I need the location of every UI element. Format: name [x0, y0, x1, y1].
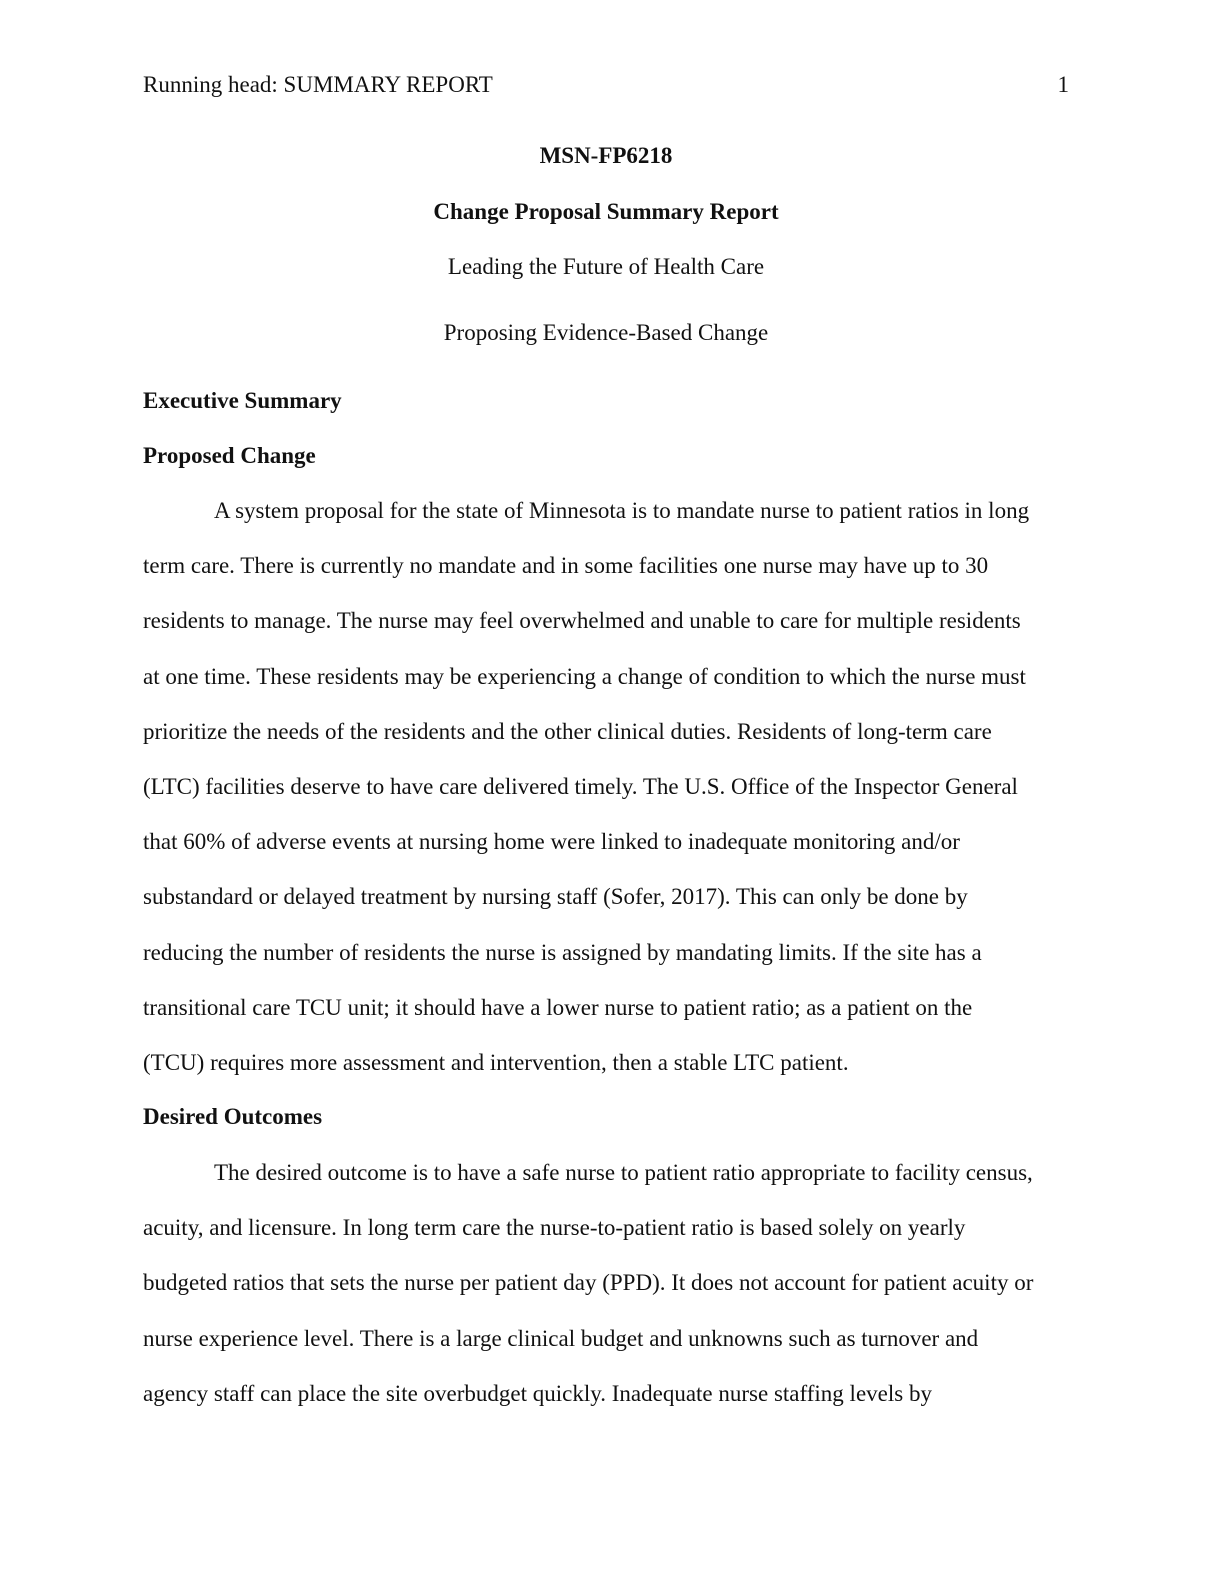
paragraph-line: nurse experience level. There is a large clinical budget and unknowns such as turnover and	[143, 1325, 979, 1351]
page-header	[143, 70, 1069, 100]
paragraph-line: budgeted ratios that sets the nurse per patient day (PPD). It does not account for patient acuity or	[143, 1270, 1034, 1296]
paragraph-line: term care. There is currently no mandate and in some facilities one nurse may have up to 30	[143, 553, 989, 579]
subtitle-proposing: Proposing Evidence-Based Change	[443, 320, 769, 345]
paragraph-line: The desired outcome is to have a safe nurse to patient ratio appropriate to facility census,	[214, 1160, 1033, 1185]
running-head: Running head: SUMMARY REPORT	[143, 72, 493, 97]
paragraph-line: reducing the number of residents the nurse is assigned by mandating limits. If the site has a	[143, 939, 982, 965]
paragraph-line: that 60% of adverse events at nursing home were linked to inadequate monitoring and/or	[143, 829, 960, 855]
desired-outcomes-paragraph	[143, 1158, 1083, 1434]
proposed-change-paragraph	[143, 496, 1083, 1103]
report-title: Change Proposal Summary Report	[433, 199, 779, 224]
paragraph-line: residents to manage. The nurse may feel overwhelmed and unable to care for multiple residents	[143, 608, 1021, 634]
paragraph-line: (LTC) facilities deserve to have care delivered timely. The U.S. Office of the Inspector General	[143, 773, 1018, 799]
paragraph-line: agency staff can place the site overbudget quickly. Inadequate nurse staffing levels by	[143, 1380, 932, 1406]
paragraph-line: substandard or delayed treatment by nursing staff (Sofer, 2017). This can only be done by	[143, 884, 968, 910]
page-number: 1	[1057, 72, 1069, 97]
paragraph-line: prioritize the needs of the residents and the other clinical duties. Residents of long-term care	[143, 718, 992, 744]
course-code: MSN-FP6218	[539, 143, 673, 168]
paragraph-line: (TCU) requires more assessment and intervention, then a stable LTC patient.	[143, 1049, 849, 1075]
paragraph-line: acuity, and licensure. In long term care the nurse-to-patient ratio is based solely on yearly	[143, 1215, 966, 1241]
subtitle-leading: Leading the Future of Health Care	[447, 254, 765, 279]
paragraph-line: transitional care TCU unit; it should have a lower nurse to patient ratio; as a patient on the	[143, 994, 973, 1020]
heading-executive-summary: Executive Summary	[143, 388, 342, 413]
heading-proposed-change: Proposed Change	[143, 443, 316, 468]
paragraph-line: A system proposal for the state of Minnesota is to mandate nurse to patient ratios in long	[214, 498, 1030, 523]
heading-desired-outcomes: Desired Outcomes	[143, 1104, 323, 1129]
paragraph-line: at one time. These residents may be experiencing a change of condition to which the nurse must	[143, 663, 1026, 689]
